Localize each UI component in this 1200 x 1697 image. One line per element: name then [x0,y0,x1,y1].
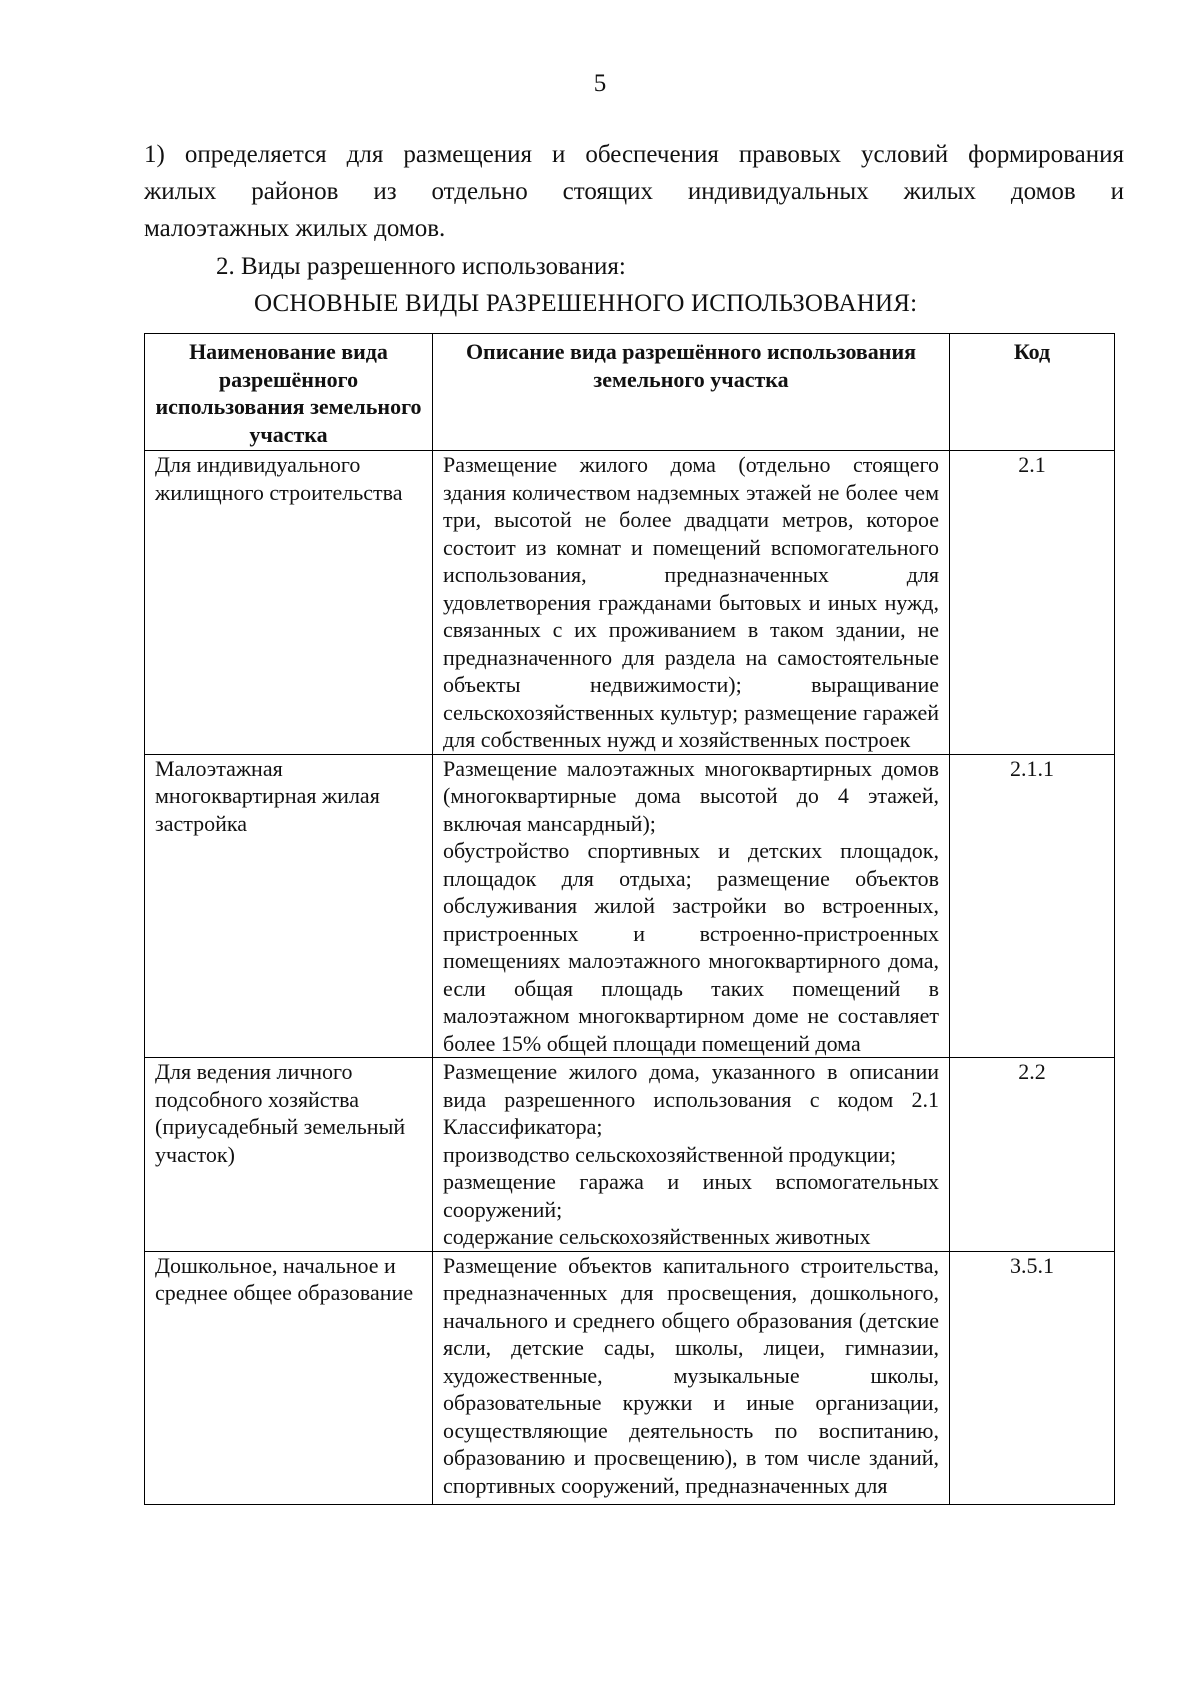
page-number: 5 [593,70,607,97]
intro-line-1: 1) определяется для размещения и обеспечения правовых условий формирования [144,141,1124,168]
row-description [433,1058,950,1252]
header-description: Описание вида разрешённого использования земельного участка [433,334,950,451]
table-row [145,1058,1115,1252]
table-heading: ОСНОВНЫЕ ВИДЫ РАЗРЕШЕННОГО ИСПОЛЬЗОВАНИЯ: [254,290,918,317]
section-heading: 2. Виды разрешенного использования: [216,253,626,280]
row-name: Для ведения личного подсобного хозяйства (приусадебный земельный участок) [145,1058,433,1252]
table-row [145,754,1115,1058]
row-code: 3.5.1 [950,1251,1115,1504]
table-row [145,451,1115,755]
row-description [433,754,950,1058]
header-code: Код [950,334,1115,451]
description-paragraph: обустройство спортивных и детских площадок, площадок для отдыха; размещение объектов обслуживания жилой застройки во встроенных, пристроенных и встроенно-пристроенных помещениях малоэтажного многоквартирного дома, если общая площадь таких помещений в малоэтажном многоквартирном доме не составляет более 15% общей площади помещений дома [443,838,939,1056]
row-name: Дошкольное, начальное и среднее общее образование [145,1251,433,1504]
row-name: Малоэтажная многоквартирная жилая застройка [145,754,433,1058]
intro-line-2: жилых районов из отдельно стоящих индивидуальных жилых домов и [144,178,1124,205]
header-name: Наименование вида разрешённого использования земельного участка [145,334,433,451]
row-code: 2.2 [950,1058,1115,1252]
description-paragraph: размещение гаража и иных вспомогательных сооружений; [443,1169,939,1222]
row-description [433,1251,950,1504]
row-code: 2.1 [950,451,1115,755]
land-use-table [144,333,1115,1505]
description-paragraph: Размещение жилого дома, указанного в описании вида разрешенного использования с кодом 2.1 Классификатора; [443,1059,939,1139]
description-paragraph: Размещение малоэтажных многоквартирных домов (многоквартирные дома высотой до 4 этажей, включая мансардный); [443,755,939,836]
description-paragraph: производство сельскохозяйственной продукции; [443,1141,897,1167]
row-description [433,451,950,755]
row-code: 2.1.1 [950,754,1115,1058]
description-paragraph: Размещение жилого дома (отдельно стоящего здания количеством надземных этажей не более чем три, высотой не более двадцати метров, которое состоит из комнат и помещений вспомогательного использования, предназначенных для удовлетворения гражданами бытовых и иных нужд, связанных с их проживанием в таком здании, не предназначенного для раздела на самостоятельные объекты недвижимости); выращивание сельскохозяйственных культур; размещение гаражей для собственных нужд и хозяйственных построек [443,452,939,752]
description-paragraph: Размещение объектов капитального строительства, предназначенных для просвещения, дошкольного, начального и среднего общего образования (детские ясли, детские сады, школы, лицеи, гимназии, художественные, музыкальные школы, образовательные кружки и иные организации, осуществляющие деятельность по воспитанию, образованию и просвещению), в том числе зданий, спортивных сооружений, предназначенных для [443,1252,939,1498]
table-row [145,1251,1115,1504]
row-name: Для индивидуального жилищного строительства [145,451,433,755]
intro-line-3: малоэтажных жилых домов. [144,215,446,242]
table-header-row [145,334,1115,451]
description-paragraph: содержание сельскохозяйственных животных [443,1224,871,1249]
